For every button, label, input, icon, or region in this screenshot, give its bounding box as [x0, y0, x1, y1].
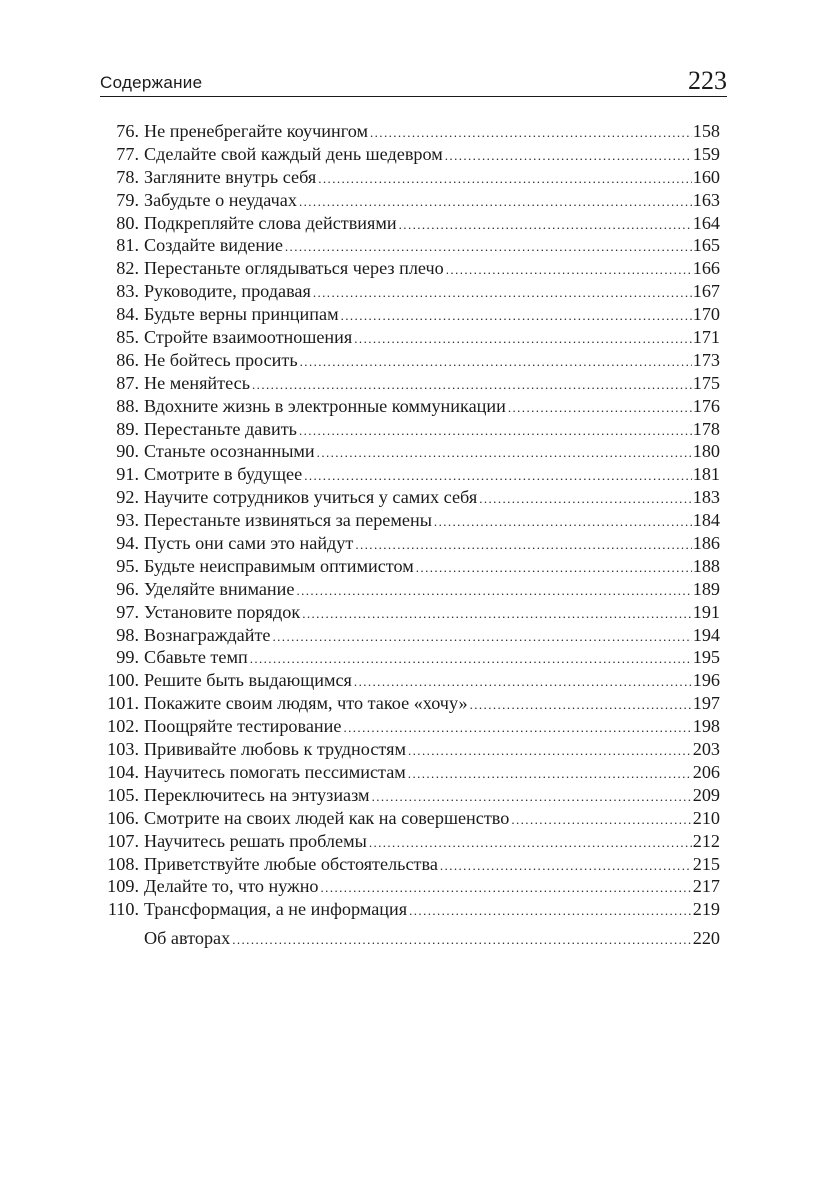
- toc-entry-number: 99.: [116, 647, 139, 668]
- dot-leader: [446, 259, 692, 282]
- toc-entry-page: 181: [692, 464, 720, 485]
- dot-leader: [399, 214, 692, 237]
- toc-entry[interactable]: [100, 486, 720, 509]
- toc-entry-title: Станьте осознанными: [144, 441, 315, 462]
- toc-entry[interactable]: [100, 761, 720, 784]
- toc-entry-title: Научитесь помогать пессимистам: [144, 761, 406, 782]
- toc-entry-title: Не меняйтесь: [144, 372, 251, 393]
- running-title: Содержание: [100, 73, 203, 92]
- toc-entry[interactable]: [100, 646, 720, 669]
- toc-entry-page: 186: [692, 533, 720, 554]
- toc-entry-number: 94.: [116, 533, 139, 554]
- toc-entry-page: 189: [692, 578, 720, 599]
- toc-entry-page: 175: [692, 372, 720, 393]
- dot-leader: [341, 305, 692, 328]
- toc-entry-title: Смотрите в будущее: [144, 464, 303, 485]
- toc-entry-page: 212: [692, 830, 720, 851]
- toc-entry-title: Забудьте о неудачах: [144, 189, 297, 210]
- toc-entry-title: Будьте верны принципам: [144, 304, 339, 325]
- toc-entry-page: 194: [692, 624, 720, 645]
- toc-entry-title: Сбавьте темп: [144, 647, 248, 668]
- toc-entry[interactable]: [100, 303, 720, 326]
- dot-leader: [470, 694, 692, 717]
- toc-entry-title: Не бойтесь просить: [144, 349, 298, 370]
- dot-leader: [273, 626, 692, 649]
- toc-entry-title: Научитесь решать проблемы: [144, 830, 367, 851]
- toc-entry-title: Загляните внутрь себя: [144, 166, 317, 187]
- toc-entry[interactable]: [100, 555, 720, 578]
- toc-entry-number: 107.: [107, 830, 139, 851]
- dot-leader: [252, 374, 692, 397]
- toc-entry[interactable]: [100, 257, 720, 280]
- toc-entry-title: Покажите своим людям, что такое «хочу»: [144, 693, 468, 714]
- toc-entry[interactable]: [100, 326, 720, 349]
- toc-entry-number: 95.: [116, 555, 139, 576]
- toc-entry[interactable]: [100, 738, 720, 761]
- toc-entry-page: 217: [692, 876, 720, 897]
- toc-entry-page: 165: [692, 235, 720, 256]
- toc-entry-page: 183: [692, 487, 720, 508]
- toc-entry-page: 171: [692, 327, 720, 348]
- toc-entry-number: 90.: [116, 441, 139, 462]
- toc-entry-page: 178: [692, 418, 720, 439]
- toc-entry-page: 203: [692, 739, 720, 760]
- toc-entry-page: 170: [692, 304, 720, 325]
- toc-entry[interactable]: [100, 692, 720, 715]
- toc-entry[interactable]: [100, 143, 720, 166]
- toc-entry-number: 85.: [116, 327, 139, 348]
- toc-entry[interactable]: [100, 927, 720, 950]
- toc-entry-number: 81.: [116, 235, 139, 256]
- toc-entry-title: Стройте взаимоотношения: [144, 327, 353, 348]
- toc-entry-title: Трансформация, а не информация: [144, 899, 408, 920]
- toc-entry-title: Создайте видение: [144, 235, 283, 256]
- dot-leader: [511, 809, 691, 832]
- dot-leader: [343, 717, 691, 740]
- toc-entry[interactable]: [100, 807, 720, 830]
- toc-entry[interactable]: [100, 715, 720, 738]
- dot-leader: [354, 671, 692, 694]
- dot-leader: [300, 351, 692, 374]
- toc-entry-title: Поощряйте тестирование: [144, 716, 342, 737]
- toc-entry-title: Пусть они сами это найдут: [144, 533, 354, 554]
- dot-leader: [302, 603, 692, 626]
- dot-leader: [408, 740, 692, 763]
- toc-entry-number: 106.: [107, 807, 139, 828]
- toc-entry[interactable]: [100, 166, 720, 189]
- toc-entry-number: 93.: [116, 510, 139, 531]
- toc-entry-number: 103.: [107, 739, 139, 760]
- toc-entry-number: 104.: [107, 761, 139, 782]
- dot-leader: [285, 236, 692, 259]
- toc-entry[interactable]: [100, 120, 720, 143]
- toc-entry[interactable]: [100, 440, 720, 463]
- dot-leader: [354, 328, 691, 351]
- toc-entry-page: 195: [692, 647, 720, 668]
- toc-entry-page: 158: [692, 121, 720, 141]
- toc-entry-page: 196: [692, 670, 720, 691]
- toc-entry-page: 219: [692, 899, 720, 920]
- toc-entry-title: Научите сотрудников учиться у самих себя: [144, 487, 478, 508]
- toc-entry[interactable]: [100, 898, 720, 921]
- toc-entry-page: 173: [692, 349, 720, 370]
- toc-entry-page: 191: [692, 601, 720, 622]
- toc-entry-number: 87.: [116, 372, 139, 393]
- toc-entry-number: 110.: [107, 899, 139, 920]
- dot-leader: [299, 191, 692, 214]
- dot-leader: [408, 763, 692, 786]
- toc-entry-page: 163: [692, 189, 720, 210]
- toc-entry[interactable]: [100, 349, 720, 372]
- toc-entry[interactable]: [100, 830, 720, 853]
- toc-entry-title: Смотрите на своих людей как на совершенство: [144, 807, 510, 828]
- dot-leader: [434, 511, 692, 534]
- toc-entry-number: 77.: [116, 143, 139, 164]
- toc-entry-page: 184: [692, 510, 720, 531]
- dot-leader: [317, 442, 692, 465]
- toc-entry-number: 91.: [116, 464, 139, 485]
- toc-entry-number: 100.: [107, 670, 139, 691]
- toc-entry-number: 79.: [116, 189, 139, 210]
- toc-entry-page: 215: [692, 853, 720, 874]
- toc-entry-number: 96.: [116, 578, 139, 599]
- toc-entry-title: Переключитесь на энтузиазм: [144, 784, 370, 805]
- page-number: 223: [688, 66, 727, 95]
- toc-entry-title: Делайте то, что нужно: [144, 876, 319, 897]
- toc-entry-page: 164: [692, 212, 720, 233]
- dot-leader: [304, 465, 692, 488]
- toc-entry-title: Перестаньте извиняться за перемены: [144, 510, 432, 531]
- toc-entry-title: Прививайте любовь к трудностям: [144, 739, 406, 760]
- dot-leader: [372, 786, 692, 809]
- toc-entry-page: 197: [692, 693, 720, 714]
- dot-leader: [232, 929, 692, 952]
- toc-entry[interactable]: [100, 578, 720, 601]
- toc-entry-page: 167: [692, 281, 720, 302]
- toc-entry-page: 166: [692, 258, 720, 279]
- toc-entry[interactable]: [100, 463, 720, 486]
- toc-entry-page: 220: [692, 928, 720, 949]
- dot-leader: [321, 877, 692, 900]
- toc-entry-number: 109.: [107, 876, 139, 897]
- toc-entry-title: Вознаграждайте: [144, 624, 271, 645]
- toc-entry-page: 159: [692, 143, 720, 164]
- toc-entry-number: 76.: [116, 121, 139, 141]
- toc-entry[interactable]: [100, 280, 720, 303]
- toc-entry-number: 92.: [116, 487, 139, 508]
- toc-entry-page: 176: [692, 395, 720, 416]
- dot-leader: [369, 832, 692, 855]
- dot-leader: [479, 488, 692, 511]
- toc-entry[interactable]: [100, 189, 720, 212]
- toc-entry-number: 78.: [116, 166, 139, 187]
- toc-entry-title: Об авторах: [144, 928, 231, 949]
- toc-entry-number: 108.: [107, 853, 139, 874]
- toc-entry[interactable]: [100, 532, 720, 555]
- toc-entry-page: 198: [692, 716, 720, 737]
- toc-entry[interactable]: [100, 395, 720, 418]
- dot-leader: [508, 397, 692, 420]
- toc-entry-number: 84.: [116, 304, 139, 325]
- toc-entry-page: 210: [692, 807, 720, 828]
- toc-entry-page: 206: [692, 761, 720, 782]
- dot-leader: [355, 534, 691, 557]
- toc-entry[interactable]: [100, 875, 720, 898]
- dot-leader: [313, 282, 692, 305]
- toc-entry-number: 88.: [116, 395, 139, 416]
- toc-entry-title: Будьте неисправимым оптимистом: [144, 555, 414, 576]
- toc-entry[interactable]: [100, 853, 720, 876]
- dot-leader: [445, 145, 692, 168]
- toc-entry[interactable]: [100, 509, 720, 532]
- toc-entry-title: Не пренебрегайте коучингом: [144, 121, 368, 141]
- toc-entry-title: Установите порядок: [144, 601, 301, 622]
- toc-entry-number: 102.: [107, 716, 139, 737]
- toc-entry[interactable]: [100, 234, 720, 257]
- toc-entry[interactable]: [100, 372, 720, 395]
- toc-entry-number: 82.: [116, 258, 139, 279]
- toc-entry[interactable]: [100, 669, 720, 692]
- toc-entry-title: Уделяйте внимание: [144, 578, 295, 599]
- toc-entry-title: Вдохните жизнь в электронные коммуникации: [144, 395, 506, 416]
- toc-entry-title: Решите быть выдающимся: [144, 670, 352, 691]
- dot-leader: [370, 122, 692, 145]
- toc-entry-number: 105.: [107, 784, 139, 805]
- toc-entry-number: 89.: [116, 418, 139, 439]
- dot-leader: [250, 648, 692, 671]
- toc-entry-title: Перестаньте давить: [144, 418, 297, 439]
- toc-entry[interactable]: [100, 212, 720, 235]
- toc-entry-number: 83.: [116, 281, 139, 302]
- toc-entry-title: Перестаньте оглядываться через плечо: [144, 258, 444, 279]
- dot-leader: [440, 855, 692, 878]
- toc-entry-number: 98.: [116, 624, 139, 645]
- toc-entry-title: Руководите, продавая: [144, 281, 311, 302]
- dot-leader: [299, 420, 692, 443]
- dot-leader: [296, 580, 691, 603]
- toc-entry-title: Подкрепляйте слова действиями: [144, 212, 397, 233]
- toc-entry-number: 80.: [116, 212, 139, 233]
- toc-entry[interactable]: [100, 418, 720, 441]
- page-header: [100, 66, 727, 97]
- table-of-contents: [100, 120, 720, 950]
- toc-entry[interactable]: [100, 601, 720, 624]
- toc-entry-number: 86.: [116, 349, 139, 370]
- toc-entry-page: 209: [692, 784, 720, 805]
- dot-leader: [318, 168, 691, 191]
- toc-entry-page: 160: [692, 166, 720, 187]
- toc-entry[interactable]: [100, 624, 720, 647]
- toc-entry-number: 101.: [107, 693, 139, 714]
- toc-entry-page: 188: [692, 555, 720, 576]
- dot-leader: [416, 557, 692, 580]
- toc-entry[interactable]: [100, 784, 720, 807]
- toc-entry-title: Сделайте свой каждый день шедевром: [144, 143, 443, 164]
- toc-entry-page: 180: [692, 441, 720, 462]
- toc-entry-number: 97.: [116, 601, 139, 622]
- toc-entry-title: Приветствуйте любые обстоятельства: [144, 853, 438, 874]
- dot-leader: [409, 900, 692, 923]
